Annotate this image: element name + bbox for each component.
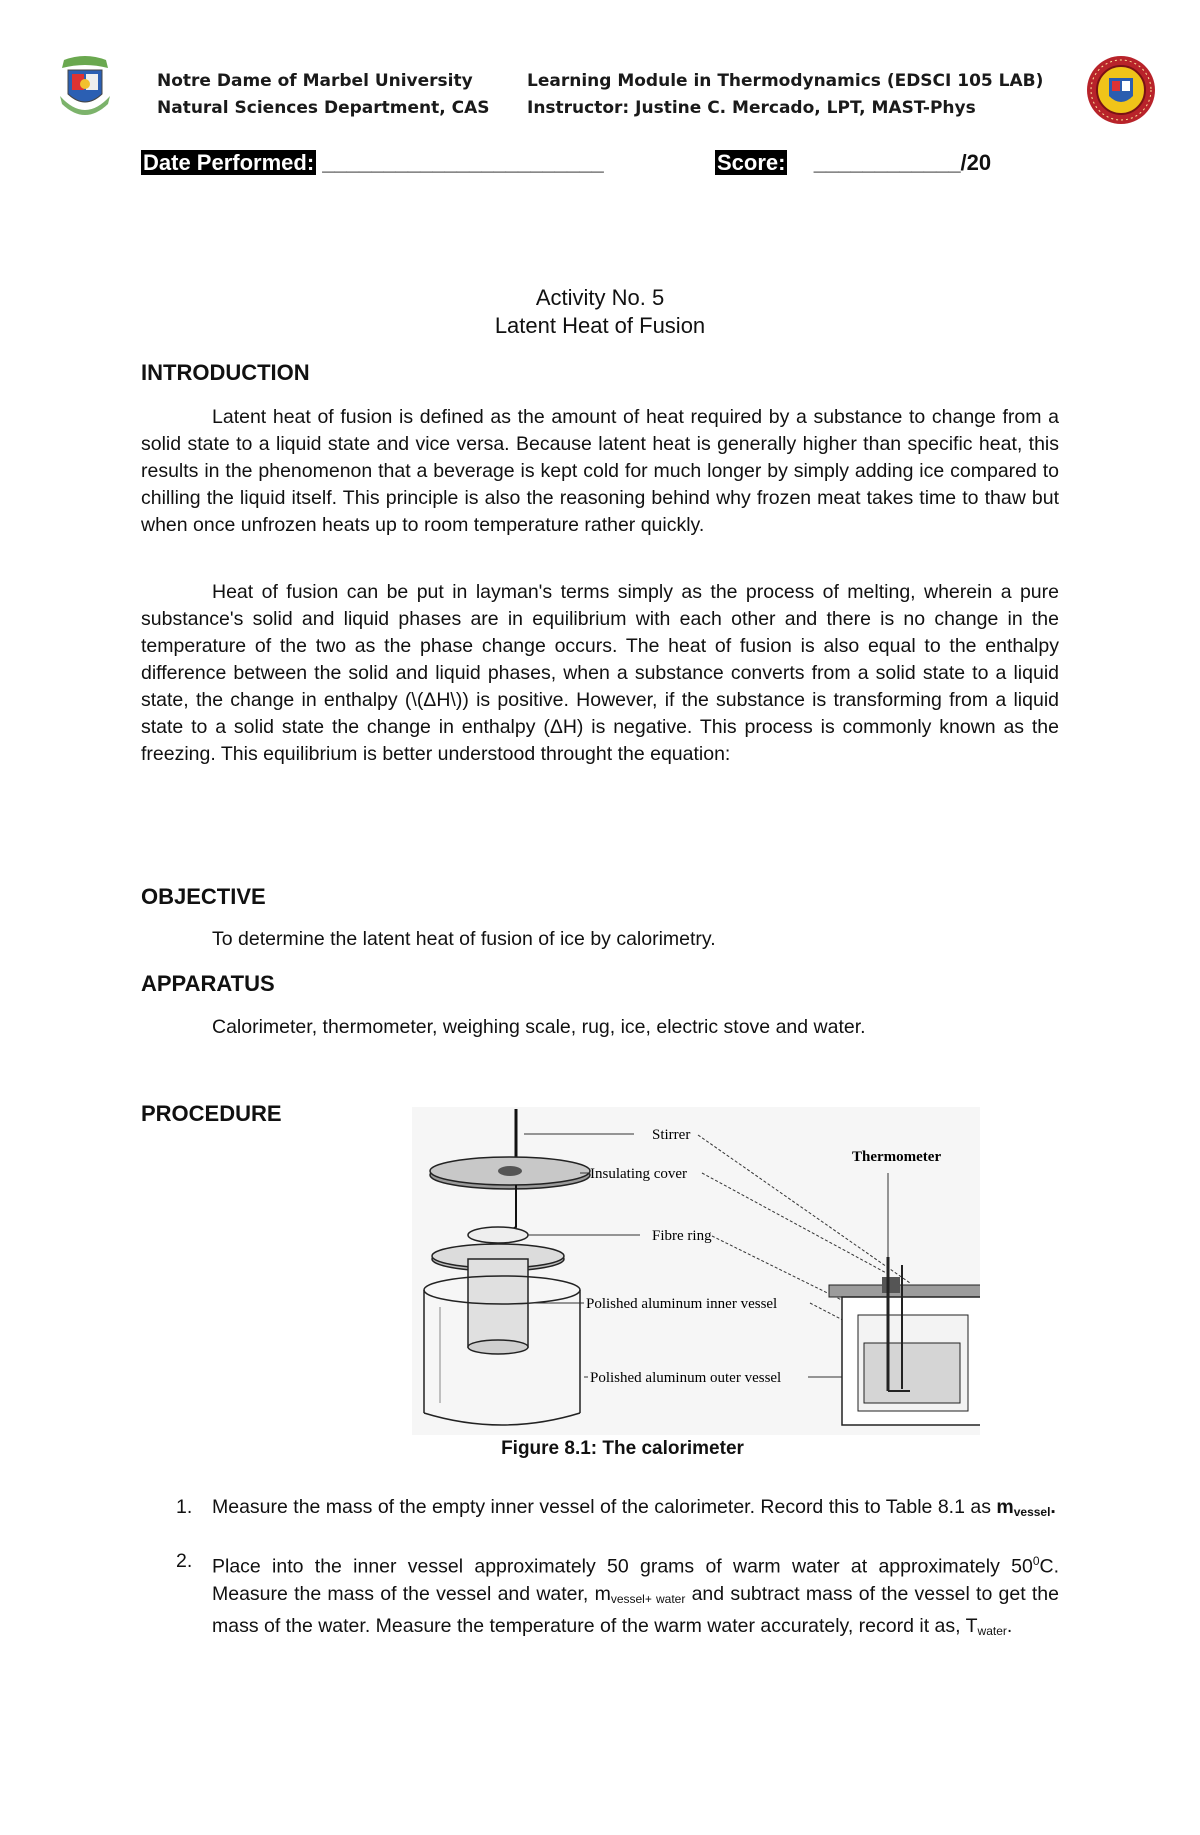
activity-number: Activity No. 5 xyxy=(535,285,665,310)
step-text: Measure the mass of the empty inner vessel of the calorimeter. Record this to Table 8.1 as xyxy=(212,1496,997,1518)
step-number: 2. xyxy=(176,1550,193,1572)
department-name: Natural Sciences Department, CAS xyxy=(157,98,490,118)
calorimeter-figure xyxy=(412,1107,980,1435)
step-subscript: water xyxy=(977,1623,1007,1638)
university-name: Notre Dame of Marbel University xyxy=(157,71,473,91)
apparatus-heading: APPARATUS xyxy=(141,971,275,996)
label-fibre-ring: Fibre ring xyxy=(652,1228,712,1244)
step-text: C. Measure the mass of the vessel and water, m xyxy=(212,1555,1059,1605)
objective-text: To determine the latent heat of fusion of ice by calorimetry. xyxy=(212,928,716,950)
date-performed-label: Date Performed: xyxy=(143,150,315,175)
step-text: Place into the inner vessel approximately 50 grams of warm water at approximately 50 xyxy=(212,1555,1033,1578)
apparatus-text: Calorimeter, thermometer, weighing scale, rug, ice, electric stove and water. xyxy=(212,1016,866,1038)
introduction-paragraph-2: Heat of fusion can be put in layman's terms simply as the process of melting, wherein a pure substance's solid and liquid phases are in equilibrium with each other and there is no change in the temperature of the two as the phase change occurs. The heat of fusion is also equal to the enthalpy difference between the solid and liquid phases, when a substance converts from a solid state to a liquid state, the change in enthalpy (\(ΔH\)) is positive. However, if the substance is transforming from a liquid state to a solid state the change in enthalpy (ΔH) is negative. This process is commonly known as the freezing. This equilibrium is better understood throught the equation: xyxy=(141,581,1059,765)
module-name: Learning Module in Thermodynamics (EDSCI 105 LAB) xyxy=(527,71,1044,91)
procedure-step-2 xyxy=(176,1548,1059,1645)
step-subscript: vessel+ water xyxy=(610,1591,686,1606)
step-superscript: 0 xyxy=(1032,1554,1040,1568)
procedure-heading: PROCEDURE xyxy=(141,1101,282,1126)
objective-heading: OBJECTIVE xyxy=(141,884,266,909)
university-logo-left xyxy=(56,54,114,122)
step-text: and subtract mass of the vessel to get the mass of the water. Measure the temperature of the warm water accurately, record it as, T xyxy=(212,1582,1059,1637)
college-seal-right xyxy=(1086,52,1156,128)
label-stirrer: Stirrer xyxy=(652,1127,691,1143)
label-outer-vessel: Polished aluminum outer vessel xyxy=(590,1370,782,1386)
score-label: Score: xyxy=(717,150,786,175)
date-performed-blank[interactable]: _______________________ xyxy=(322,150,604,175)
procedure-step-1 xyxy=(176,1494,1059,1526)
label-insulating-cover: Insulating cover xyxy=(590,1166,688,1182)
instructor-name: Instructor: Justine C. Mercado, LPT, MAST-Phys xyxy=(527,98,976,118)
step-number: 1. xyxy=(176,1496,193,1518)
activity-title: Latent Heat of Fusion xyxy=(494,313,706,338)
label-inner-vessel: Polished aluminum inner vessel xyxy=(586,1296,778,1312)
score-blank[interactable]: ____________/20 xyxy=(813,150,992,175)
step-subscript: vessel xyxy=(1013,1505,1051,1519)
label-thermometer: Thermometer xyxy=(852,1149,942,1165)
step-text-end: . xyxy=(1050,1496,1056,1518)
step-symbol: m xyxy=(996,1496,1014,1518)
introduction-heading: INTRODUCTION xyxy=(141,360,310,385)
figure-caption: Figure 8.1: The calorimeter xyxy=(501,1438,744,1459)
step-text-end: . xyxy=(1006,1614,1013,1637)
introduction-paragraph-1: Latent heat of fusion is defined as the amount of heat required by a substance to change from a solid state to a liquid state and vice versa. Because latent heat is generally higher than specific heat, this results in the phenomenon that a beverage is kept cold for much longer by simply adding ice compared to chilling the liquid itself. This principle is also the reasoning behind why frozen meat takes time to thaw but when once unfrozen heats up to room temperature rather quickly. xyxy=(141,406,1059,536)
